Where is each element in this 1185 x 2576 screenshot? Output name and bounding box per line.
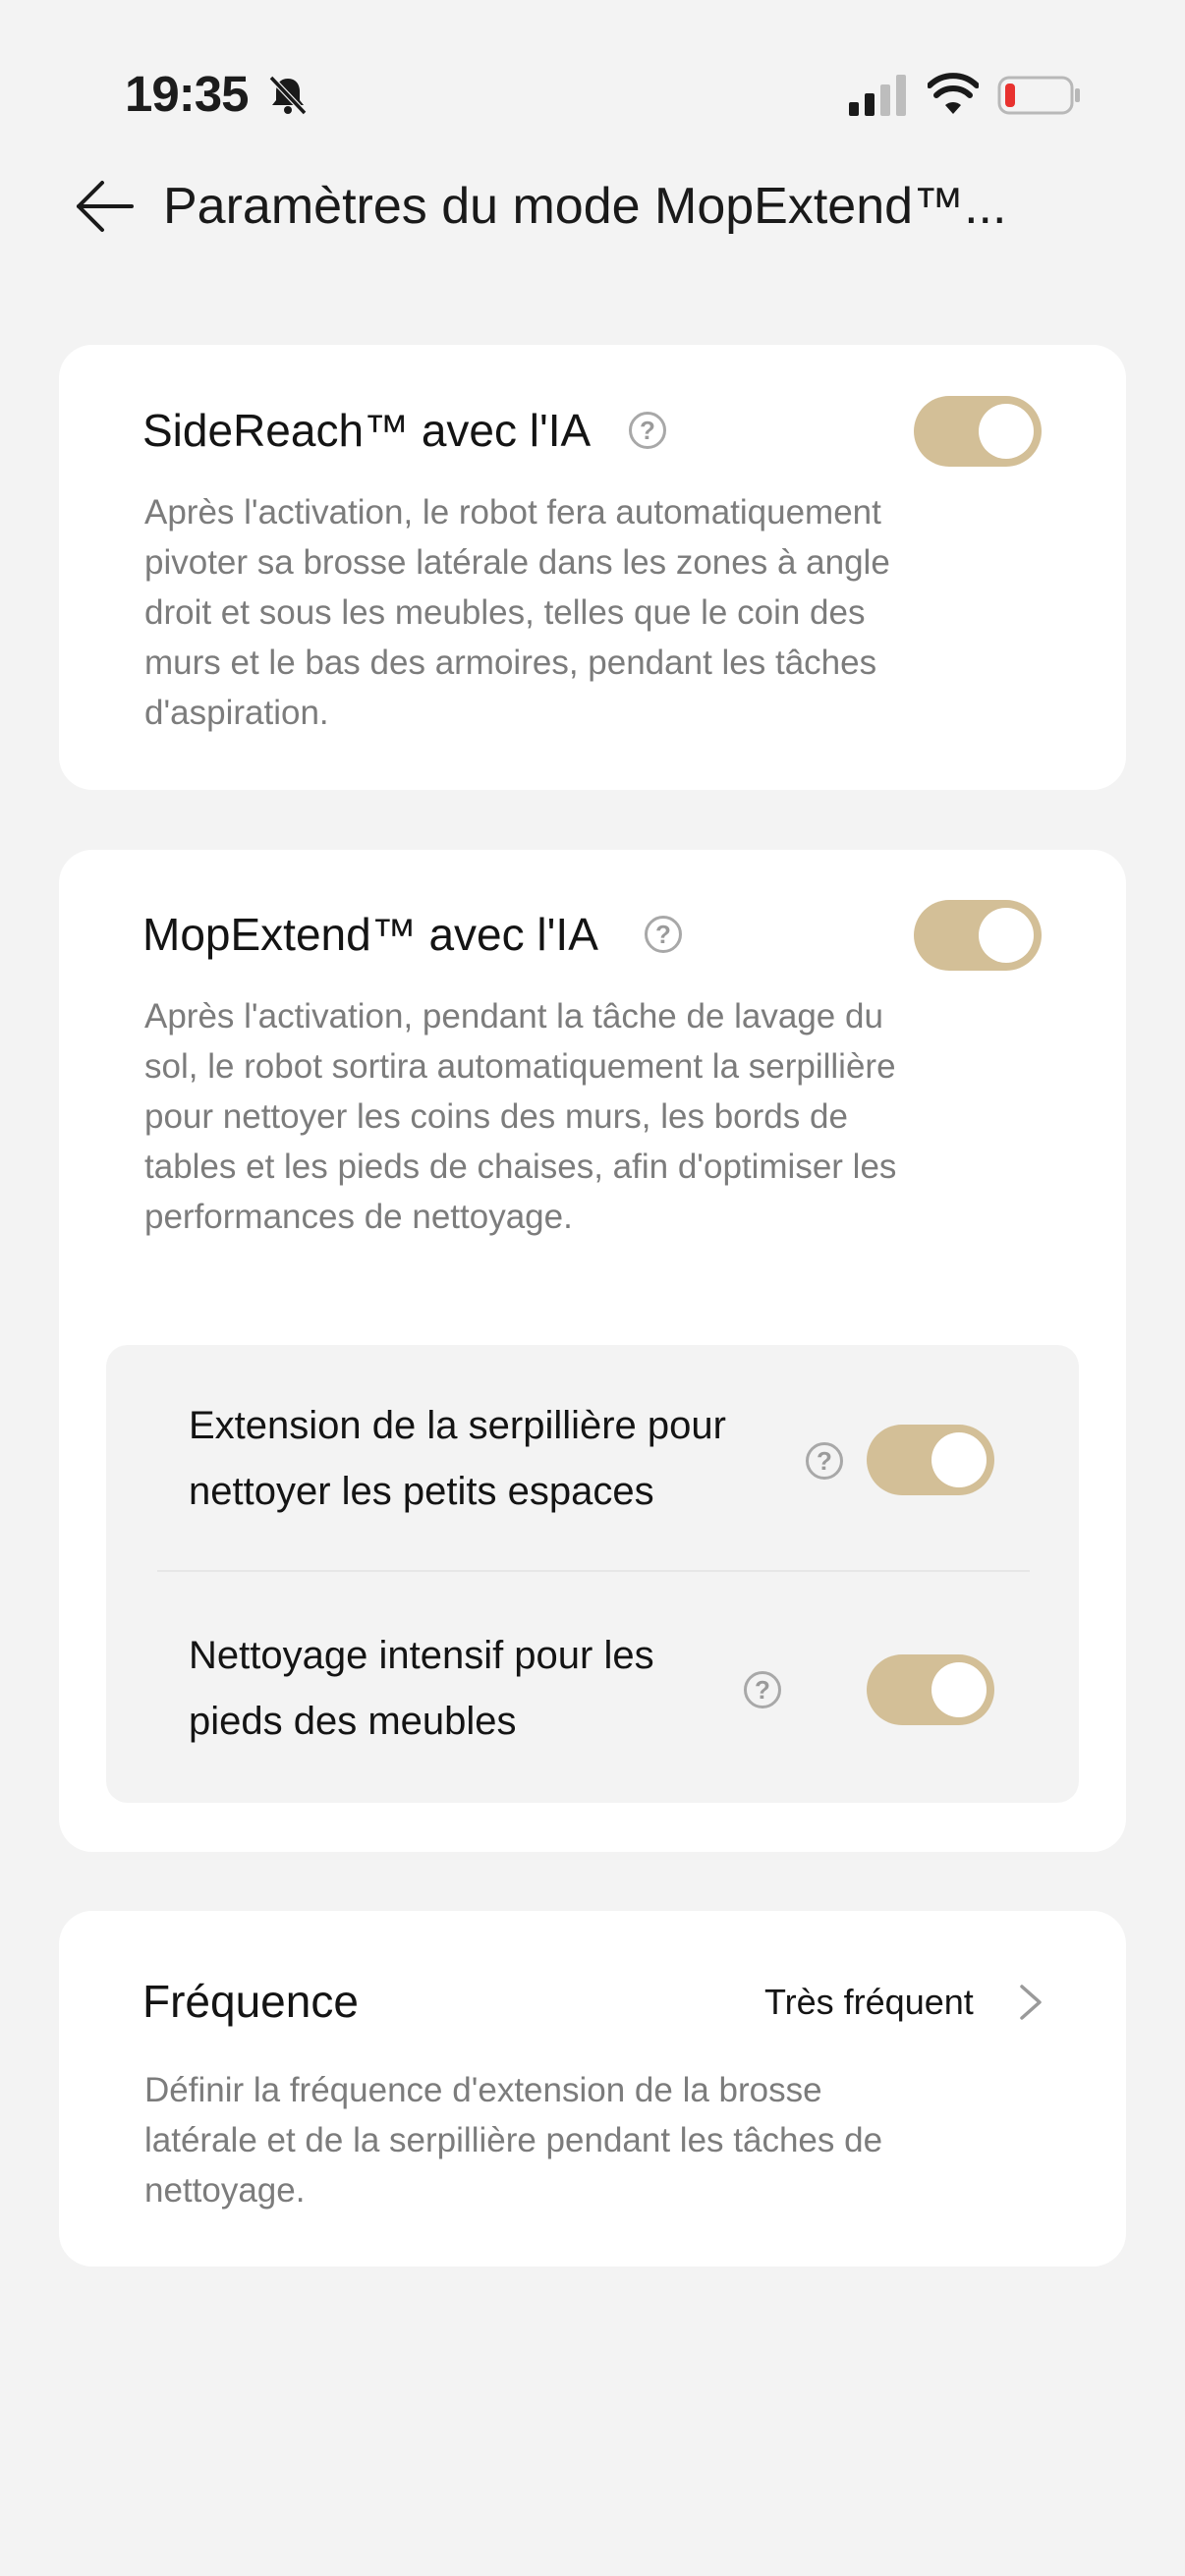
help-icon[interactable]: ? [806,1442,843,1480]
mopextend-description: Après l'activation, pendant la tâche de lavage du sol, le robot sortira automatiquement la serpillière pour nettoyer les coins des murs, les bords de tables et les pieds de chaises, afin d'optimiser les performances de nettoyage. [144,997,897,1236]
toggle-knob [979,908,1034,963]
sidereach-title: SideReach™ avec l'IA [142,405,592,456]
page-title: Paramètres du mode MopExtend™... [163,178,1007,235]
status-time: 19:35 [125,66,249,122]
help-icon[interactable]: ? [629,412,666,449]
cellular-signal-icon [849,75,908,116]
wifi-icon [928,73,979,116]
arrow-left-icon[interactable] [75,179,136,234]
option-small-spaces-toggle[interactable] [867,1425,994,1495]
option-small-spaces-label: Extension de la serpillière pour nettoyer les petits espaces [189,1404,726,1513]
sidereach-description: Après l'activation, le robot fera automatiquement pivoter sa brosse latérale dans les zones à angle droit et sous les meubles, telles que le coin des murs et le bas des armoires, pendant les tâches d'aspiration. [144,493,890,732]
battery-low-icon [997,76,1082,115]
option-furniture-legs-label: Nettoyage intensif pour les pieds des meubles [189,1634,654,1743]
frequency-title: Fréquence [142,1976,359,2027]
toggle-knob [931,1432,987,1487]
option-furniture-legs-toggle[interactable] [867,1654,994,1725]
chevron-right-icon[interactable] [1016,1983,1045,2022]
toggle-knob [979,404,1034,459]
frequency-value[interactable]: Très fréquent [764,1982,974,2022]
bell-slash-icon [265,73,310,118]
mopextend-title: MopExtend™ avec l'IA [142,909,598,960]
toggle-knob [931,1662,987,1717]
divider [157,1570,1030,1572]
help-icon[interactable]: ? [744,1671,781,1708]
sidereach-toggle[interactable] [914,396,1042,467]
mopextend-toggle[interactable] [914,900,1042,971]
frequency-description: Définir la fréquence d'extension de la brosse latérale et de la serpillière pendant les tâches de nettoyage. [144,2071,883,2210]
help-icon[interactable]: ? [645,916,682,953]
